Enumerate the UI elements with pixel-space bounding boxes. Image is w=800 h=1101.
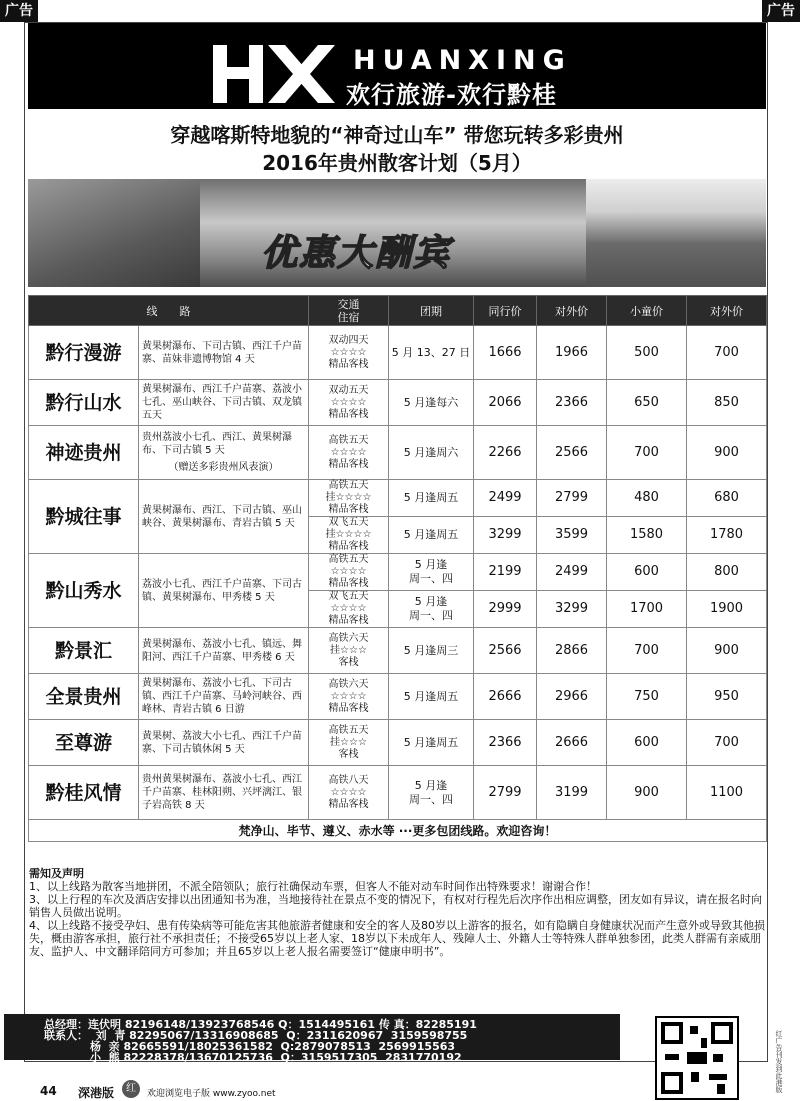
contact-line: 杨 亲 82665591/18025361582 Q:2879078513 2569915563 [44,1040,456,1053]
contact-box [4,1014,620,1064]
transport-stars: ☆☆☆☆ [330,786,367,798]
schedule-cell: 5 月逢 周一、四 [389,591,474,628]
trade-price: 3299 [474,517,537,554]
retail-price: 2799 [537,480,607,517]
advert-frame [24,22,768,1062]
child-price: 650 [607,380,687,426]
route-desc-text: 荔波小七孔、西江千户苗寨、下司古镇、黄果树瀑布、甲秀楼 5 天 [142,578,302,603]
schedule-cell: 5 月逢每六 [389,380,474,426]
route-description [139,554,309,628]
table-row [29,766,767,820]
child-price: 700 [607,628,687,674]
child-price: 900 [607,766,687,820]
table-row [29,426,767,480]
website-text: 欢迎浏览电子版 www.zyoo.net [147,1089,276,1099]
transport-transport: 高铁五天 [328,434,369,446]
transport-transport: 高铁六天 [328,678,369,690]
transport-transport: 高铁五天 [328,724,369,736]
schedule-cell: 5 月 13、27 日 [389,326,474,380]
transport-stars: ☆☆☆☆ [330,566,367,577]
child-retail-price: 900 [687,426,767,480]
child-price: 1580 [607,517,687,554]
transport-hotel: 精品客栈 [328,408,369,420]
note-item: 4、以上线路不接受孕妇、患有传染病等可能危害其他旅游者健康和安全的客人及80岁以上游客的报名，如有隐瞒自身健康状况而产生意外或导致其他损失，概由游客承担，旅行社不承担责任；不接受65岁以上老人家、18岁以下未成年人、残障人士、外籍人士等特殊人群单独参团，此类人群需有亲威朋友、监护人、中文翻译陪同方可参加；并且65岁以上老人报名需要签订“健康申明书”。 [29,919,765,958]
route-desc-text: 黄果树瀑布、下司古镇、西江千户苗寨、苗妹非遗博物馆 4 天 [142,340,302,365]
note-item: 3、以上行程的车次及酒店安排以出团通知书为准，当地接待社在景点不变的情况下，有权对行程先后次序作出相应调整，团友如有异议，请在报名时向销售人员做出说明。 [29,893,762,919]
child-retail-price: 800 [687,554,767,591]
child-retail-price: 1100 [687,766,767,820]
transport-cell [309,628,389,674]
header-child-retail-price: 对外价 [687,296,767,326]
brand-name-en: HUANXING [353,45,572,76]
retail-price: 2366 [537,380,607,426]
route-name: 至尊游 [29,720,139,766]
table-header-row [29,296,767,326]
trade-price: 2566 [474,628,537,674]
route-desc-text: 黄果树瀑布、荔波小七孔、镇远、舞阳河、西江千户苗寨、甲秀楼 6 天 [142,638,302,663]
transport-cell [309,326,389,380]
route-desc-text: 贵州黄果树瀑布、荔波小七孔、西江千户苗寨、桂林阳朔、兴坪漓江、银子岩高铁 8 天 [142,774,302,811]
schedule-cell: 5 月逢周五 [389,674,474,720]
transport-transport: 双飞五天 [328,517,369,528]
table-row [29,326,767,380]
retail-price: 2499 [537,554,607,591]
transport-transport: 双飞五天 [328,591,369,602]
route-name: 神迹贵州 [29,426,139,480]
header-schedule: 团期 [389,296,474,326]
transport-stars: ☆☆☆☆ [330,396,367,408]
table-row [29,628,767,674]
route-name: 黔行漫游 [29,326,139,380]
transport-stars: ☆☆☆☆ [330,346,367,358]
edition-label: 深港版 [78,1086,115,1100]
transport-transport: 高铁八天 [328,774,369,786]
transport-cell [309,591,389,628]
route-name: 黔行山水 [29,380,139,426]
route-desc-text: 贵州荔波小七孔、西江、黄果树瀑布、下司古镇 5 天 [142,432,292,456]
route-name: 全景贵州 [29,674,139,720]
trade-price: 2999 [474,591,537,628]
retail-price: 2866 [537,628,607,674]
child-price: 1700 [607,591,687,628]
table-row [29,674,767,720]
schedule-cell: 5 月逢 周一、四 [389,766,474,820]
retail-price: 3599 [537,517,607,554]
transport-hotel: 精品客栈 [328,578,369,589]
transport-stars: 挂☆☆☆☆ [325,492,372,503]
schedule-cell: 5 月逢周五 [389,517,474,554]
transport-stars: ☆☆☆☆ [330,603,367,614]
route-description [139,766,309,820]
trade-price: 2066 [474,380,537,426]
transport-cell [309,380,389,426]
transport-cell [309,766,389,820]
transport-hotel: 精品客栈 [328,358,369,370]
transport-cell [309,426,389,480]
contact-line: 总经理：连伏明 82196148/13923768546 Q：1514495161 传 真：82285191 [44,1018,477,1031]
table-row [29,480,767,517]
side-caption: 红广告刊发到此港版 [775,1030,783,1093]
edition-badge: 红 [122,1080,140,1098]
header-trade-price: 同行价 [474,296,537,326]
notes-section [29,867,765,958]
transport-hotel: 客栈 [338,656,359,668]
transport-hotel: 精品客栈 [328,458,369,470]
child-price: 750 [607,674,687,720]
child-price: 500 [607,326,687,380]
route-name: 黔山秀水 [29,554,139,628]
child-retail-price: 950 [687,674,767,720]
transport-cell [309,720,389,766]
route-description [139,380,309,426]
contact-line: 联系人： 刘 青 82295067/13316908685 Q：2311620967 3159598755 [44,1029,468,1042]
child-price: 700 [607,426,687,480]
note-item: 1、以上线路为散客当地拼团，不派全陪领队；旅行社确保动车票，但客人不能对动车时间作出特殊要求！谢谢合作！ [29,880,597,893]
child-retail-price: 700 [687,326,767,380]
transport-hotel: 精品客栈 [328,504,369,515]
trade-price: 2499 [474,480,537,517]
headline-line1: 穿越喀斯特地貌的“神奇过山车” 带您玩转多彩贵州 [170,123,624,147]
trade-price: 2366 [474,720,537,766]
transport-transport: 双动五天 [328,384,369,396]
child-retail-price: 850 [687,380,767,426]
retail-price: 2966 [537,674,607,720]
transport-transport: 高铁五天 [328,480,369,491]
trade-price: 2266 [474,426,537,480]
trade-price: 1666 [474,326,537,380]
ad-label-right: 广告 [762,0,800,22]
child-retail-price: 700 [687,720,767,766]
transport-hotel: 客栈 [338,748,359,760]
route-desc-text: 黄果树瀑布、西江、下司古镇、巫山峡谷、黄果树瀑布、青岩古镇 5 天 [142,504,302,529]
retail-price: 1966 [537,326,607,380]
route-description [139,674,309,720]
schedule-cell: 5 月逢周五 [389,720,474,766]
transport-hotel: 精品客栈 [328,702,369,714]
transport-hotel: 精品客栈 [328,798,369,810]
transport-transport: 高铁五天 [328,554,369,565]
transport-cell [309,517,389,554]
route-description [139,426,309,480]
route-desc-text: 黄果树、荔波大小七孔、西江千户苗寨、下司古镇休闲 5 天 [142,730,302,755]
transport-cell [309,674,389,720]
header-route: 线 路 [29,296,309,326]
transport-stars: 挂☆☆☆ [330,644,367,656]
transport-stars: ☆☆☆☆ [330,690,367,702]
transport-stars: 挂☆☆☆☆ [325,529,372,540]
child-price: 600 [607,554,687,591]
route-desc-text: 黄果树瀑布、西江千户苗寨、荔波小七孔、巫山峡谷、下司古镇、双龙镇五天 [142,384,302,421]
child-price: 480 [607,480,687,517]
route-gift-note: （赠送多彩贵州风表演） [168,462,279,473]
promo-banner-text: 优惠大酬宾 [261,233,452,274]
header-transport: 交通 住宿 [309,296,389,326]
transport-hotel: 精品客栈 [328,615,369,626]
retail-price: 3299 [537,591,607,628]
routes-table [28,295,767,842]
transport-cell [309,480,389,517]
miao-woman-photo [28,179,200,287]
header-retail-price: 对外价 [537,296,607,326]
route-description [139,628,309,674]
route-name: 黔景汇 [29,628,139,674]
transport-transport: 高铁六天 [328,632,369,644]
table-footer-note: 梵净山、毕节、遵义、赤水等 ···更多包团线路。欢迎咨询！ [29,820,767,842]
transport-transport: 双动四天 [328,334,369,346]
child-retail-price: 1900 [687,591,767,628]
transport-cell [309,554,389,591]
child-price: 600 [607,720,687,766]
table-row [29,554,767,591]
header-child-price: 小童价 [607,296,687,326]
route-name: 黔城往事 [29,480,139,554]
ad-label-left: 广告 [0,0,38,22]
child-retail-price: 1780 [687,517,767,554]
trade-price: 2666 [474,674,537,720]
transport-hotel: 精品客栈 [328,541,369,552]
qr-code[interactable] [655,1016,739,1100]
brand-banner [28,23,766,109]
village-photo [586,179,766,287]
route-description [139,720,309,766]
transport-stars: 挂☆☆☆ [330,736,367,748]
schedule-cell: 5 月逢周五 [389,480,474,517]
child-retail-price: 680 [687,480,767,517]
retail-price: 2566 [537,426,607,480]
schedule-cell: 5 月逢周三 [389,628,474,674]
headline-line2: 2016年贵州散客计划（5月） [262,151,532,175]
transport-stars: ☆☆☆☆ [330,446,367,458]
schedule-cell: 5 月逢 周一、四 [389,554,474,591]
photo-strip [28,179,766,287]
retail-price: 3199 [537,766,607,820]
contact-line: 小 熊 82228378/13670125736 Q：3159517305 2831770192 [44,1051,462,1064]
table-row [29,720,767,766]
table-row [29,380,767,426]
trade-price: 2799 [474,766,537,820]
hx-logo [213,45,338,103]
route-desc-text: 黄果树瀑布、荔波小七孔、下司古镇、西江千户苗寨、马岭河峡谷、西峰林、青岩古镇 6 日游 [142,678,302,715]
child-retail-price: 900 [687,628,767,674]
notes-title: 需知及声明 [29,867,84,880]
brand-name-cn: 欢行旅游-欢行黔桂 [346,81,557,109]
page-number: 44 [40,1084,57,1098]
route-description [139,326,309,380]
schedule-cell: 5 月逢周六 [389,426,474,480]
route-description [139,480,309,554]
route-name: 黔桂风情 [29,766,139,820]
retail-price: 2666 [537,720,607,766]
trade-price: 2199 [474,554,537,591]
